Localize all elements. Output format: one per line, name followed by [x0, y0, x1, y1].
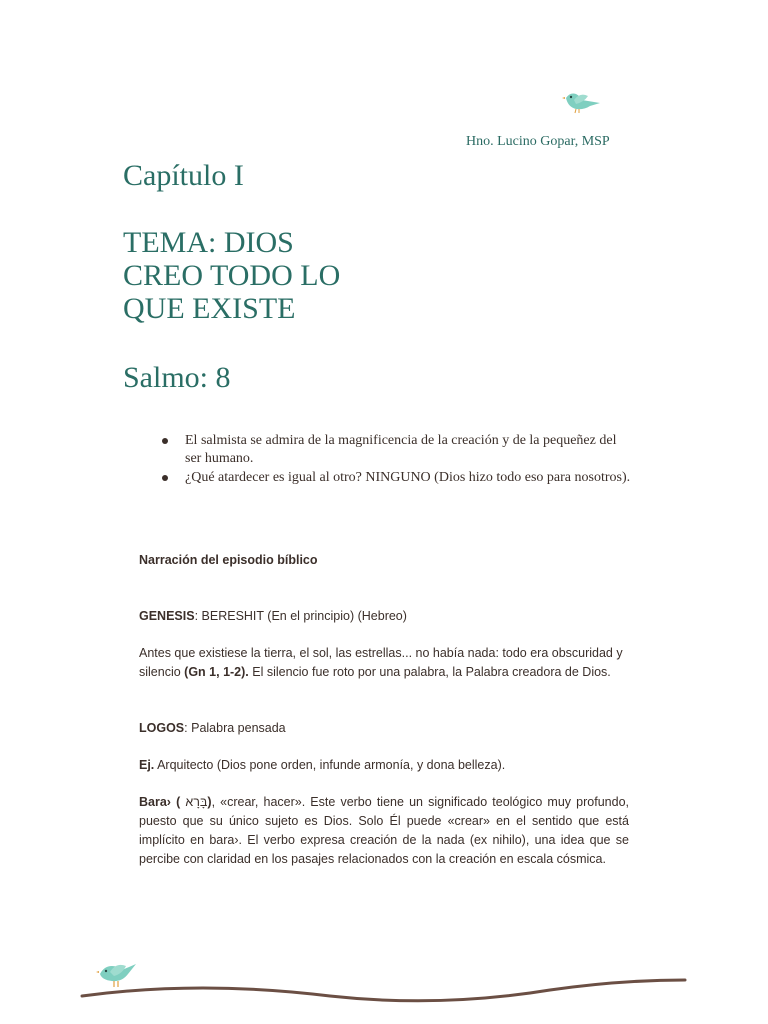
antes-paragraph	[139, 644, 629, 682]
tema-line: CREO TODO LO	[123, 259, 341, 292]
list-item-text: ¿Qué atardecer es igual al otro? NINGUNO (Dios hizo todo eso para nosotros).	[185, 470, 631, 485]
genesis-text: : BERESHIT (En el principio) (Hebreo)	[194, 609, 407, 623]
logos-paragraph	[139, 719, 629, 738]
salmo-heading: Salmo: 8	[123, 361, 231, 394]
ej-text: Arquitecto (Dios pone orden, infunde armonía, y dona belleza).	[154, 758, 506, 772]
branch-decoration	[80, 950, 690, 1010]
list-item	[162, 432, 632, 468]
logos-text: : Palabra pensada	[184, 721, 286, 735]
antes-text-end: El silencio fue roto por una palabra, la Palabra creadora de Dios.	[248, 665, 611, 679]
bird-icon	[560, 86, 604, 116]
bara-label: Bara› (	[139, 795, 186, 809]
tema-heading	[123, 226, 340, 325]
bara-text: , «crear, hacer». Este verbo tiene un significado teológico muy profundo, puesto que su único sujeto es Dios. Solo Él puede «crear» en el sentido que está implícito en bara›. El verbo expresa creación de la nada (ex nihilo), una idea que se percibe con claridad en los pasajes relacionados con la creación en escala cósmica.	[139, 795, 629, 866]
chapter-title: Capítulo I	[123, 159, 244, 192]
bullet-list	[162, 432, 632, 488]
bullet-icon	[162, 438, 168, 444]
antes-reference: (Gn 1, 1-2).	[184, 665, 249, 679]
bird-icon	[96, 964, 136, 987]
bullet-icon	[162, 475, 168, 481]
branch-line	[82, 980, 685, 1001]
author-name: Hno. Lucino Gopar, MSP	[466, 134, 610, 149]
list-item-text: El salmista se admira de la magnificencia de la creación y de la pequeñez del ser humano.	[185, 433, 617, 466]
bara-hebrew: בָּרָא	[185, 795, 208, 809]
ej-label: Ej.	[139, 758, 155, 772]
bara-paragraph	[139, 793, 629, 869]
bara-label-end: )	[207, 795, 212, 809]
list-item	[162, 469, 632, 487]
narracion-heading: Narración del episodio bíblico	[139, 553, 318, 567]
antes-text: Antes que existiese la tierra, el sol, las estrellas... no había nada: todo era obscuridad y silencio	[139, 646, 623, 679]
tema-line: QUE EXISTE	[123, 292, 296, 325]
genesis-label: GENESIS	[139, 609, 195, 623]
tema-line: TEMA: DIOS	[123, 226, 294, 259]
genesis-paragraph	[139, 607, 629, 626]
ej-paragraph	[139, 756, 629, 775]
logos-label: LOGOS	[139, 721, 185, 735]
